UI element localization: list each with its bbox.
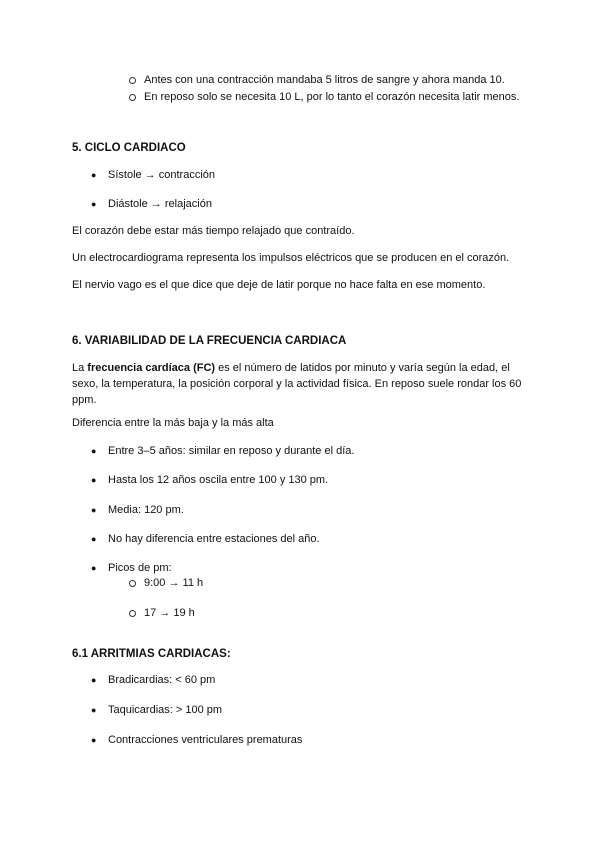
list-item: Sístole → contracción (108, 169, 215, 181)
list-item: Taquicardias: > 100 pm (108, 704, 223, 716)
bullet-icon: ● (91, 505, 97, 515)
bullet-icon: ● (91, 475, 97, 485)
paragraph: El corazón debe estar más tiempo relajado que contraído. (72, 225, 355, 237)
bullet-icon: ● (91, 563, 97, 573)
list-item: Diástole → relajación (108, 198, 212, 210)
sub-bullet-icon (129, 580, 136, 587)
section-heading: 5. CICLO CARDIACO (72, 142, 186, 154)
paragraph: Un electrocardiograma representa los impulsos eléctricos que se producen en el corazón. (72, 252, 510, 264)
list-item: Bradicardias: < 60 pm (108, 674, 216, 686)
list-item: No hay diferencia entre estaciones del año. (108, 533, 320, 545)
list-item: Entre 3–5 años: similar en reposo y durante el día. (108, 445, 355, 457)
sub-bullet-icon (129, 77, 136, 84)
bullet-icon: ● (91, 199, 97, 209)
section-heading: 6.1 ARRITMIAS CARDIACAS: (72, 648, 231, 660)
list-item: Contracciones ventriculares prematuras (108, 734, 303, 746)
intro-text: es el número de latidos por minuto y varía según la edad, el sexo, la temperatura, la posición corporal y la actividad física. En reposo suele rondar los 60 ppm. (72, 362, 522, 406)
section-heading: 6. VARIABILIDAD DE LA FRECUENCIA CARDIACA (72, 335, 347, 347)
intro-text: La (72, 362, 88, 374)
list-item: Hasta los 12 años oscila entre 100 y 130 pm. (108, 474, 329, 486)
sub-bullet-icon (129, 94, 136, 101)
list-item: Media: 120 pm. (108, 504, 184, 516)
paragraph: El nervio vago es el que dice que deje de latir porque no hace falta en ese momento. (72, 279, 486, 291)
bullet-icon: ● (91, 735, 97, 745)
sub-bullet-icon (129, 610, 136, 617)
bullet-icon: ● (91, 446, 97, 456)
sub-list-item: Antes con una contracción mandaba 5 litros de sangre y ahora manda 10. (144, 74, 505, 86)
intro-bold-term: frecuencia cardíaca (FC) (87, 362, 216, 374)
sub-list-item: 17 → 19 h (144, 607, 195, 619)
bullet-icon: ● (91, 170, 97, 180)
paragraph-intro (72, 360, 532, 408)
bullet-icon: ● (91, 534, 97, 544)
list-item: Picos de pm: (108, 562, 172, 574)
paragraph: Diferencia entre la más baja y la más alta (72, 417, 274, 429)
bullet-icon: ● (91, 675, 97, 685)
bullet-icon: ● (91, 705, 97, 715)
sub-list-item: 9:00 → 11 h (144, 577, 204, 589)
sub-list-item: En reposo solo se necesita 10 L, por lo tanto el corazón necesita latir menos. (144, 91, 520, 103)
